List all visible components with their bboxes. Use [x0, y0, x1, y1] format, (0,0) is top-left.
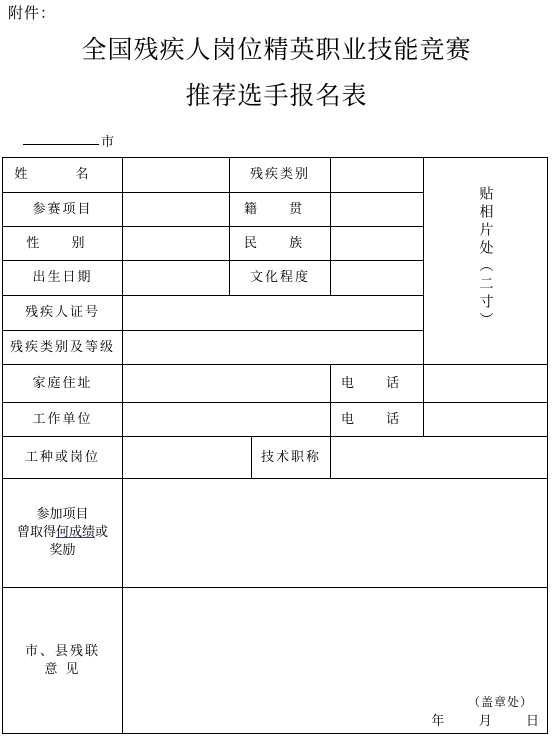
- tech-title-label: 技术职称: [252, 437, 331, 479]
- opinion-label: 市、县残联 意 见: [3, 588, 123, 734]
- birthdate-field[interactable]: [123, 261, 230, 296]
- birthdate-label: 出生日期: [3, 261, 123, 296]
- awards-label: 参加项目 曾取得何成绩或 奖励: [3, 479, 123, 588]
- ethnicity-label: 民 族: [230, 227, 331, 261]
- disability-cert-field[interactable]: [123, 296, 424, 331]
- disability-level-field[interactable]: [123, 331, 424, 365]
- gender-field[interactable]: [123, 227, 230, 261]
- disability-level-label: 残疾类别及等级: [3, 331, 123, 365]
- awards-field[interactable]: [123, 479, 548, 588]
- city-blank[interactable]: [23, 144, 99, 145]
- name-label: 姓 名: [3, 158, 123, 193]
- employer-field[interactable]: [123, 403, 331, 437]
- registration-form-table: [2, 157, 548, 734]
- tech-title-field[interactable]: [331, 437, 548, 479]
- employer-label: 工作单位: [3, 403, 123, 437]
- event-label: 参赛项目: [3, 193, 123, 227]
- form-subtitle: 推荐选手报名表: [185, 81, 368, 110]
- phone-field-home[interactable]: [424, 365, 548, 403]
- disability-type-field[interactable]: [331, 158, 424, 193]
- native-place-field[interactable]: [331, 193, 424, 227]
- home-address-label: 家庭住址: [3, 365, 123, 403]
- education-label: 文化程度: [230, 261, 331, 296]
- date-day: 日: [526, 714, 540, 729]
- phone-field-work[interactable]: [424, 403, 548, 437]
- home-address-field[interactable]: [123, 365, 331, 403]
- phone-label-work: 电 话: [331, 403, 424, 437]
- photo-placeholder: 贴相片处（二寸）: [477, 186, 494, 330]
- attachment-label: 附件：: [8, 4, 57, 22]
- job-label: 工种或岗位: [3, 437, 123, 479]
- name-field[interactable]: [123, 158, 230, 193]
- disability-cert-label: 残疾人证号: [3, 296, 123, 331]
- city-suffix: 市: [101, 135, 115, 150]
- date-line: [431, 713, 539, 731]
- gender-label: 性 别: [3, 227, 123, 261]
- date-month: 月: [478, 714, 492, 729]
- phone-label-home: 电 话: [331, 365, 424, 403]
- event-field[interactable]: [123, 193, 230, 227]
- education-field[interactable]: [331, 261, 424, 296]
- disability-type-label: 残疾类别: [230, 158, 331, 193]
- opinion-field[interactable]: [123, 588, 548, 734]
- job-field[interactable]: [123, 437, 252, 479]
- ethnicity-field[interactable]: [331, 227, 424, 261]
- seal-placeholder: （盖章处）: [468, 695, 534, 709]
- photo-area: [424, 158, 548, 365]
- form-title: 全国残疾人岗位精英职业技能竞赛: [81, 35, 472, 64]
- date-year: 年: [431, 714, 445, 729]
- native-place-label: 籍 贯: [230, 193, 331, 227]
